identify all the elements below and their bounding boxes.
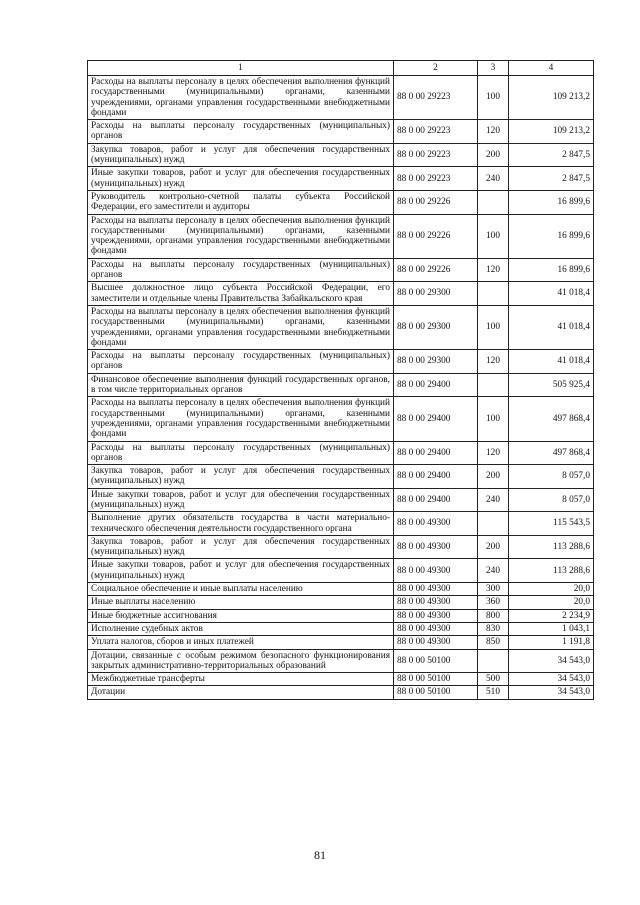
row-code-cell: 88 0 00 29400 (394, 465, 478, 489)
row-type-cell: 100 (478, 305, 509, 349)
row-code-cell: 88 0 00 29226 (394, 258, 478, 282)
row-code-cell: 88 0 00 29300 (394, 350, 478, 374)
table-row (88, 120, 594, 144)
header-row (88, 61, 594, 76)
row-amount-cell: 8 057,0 (509, 465, 594, 489)
row-type-cell: 830 (478, 622, 509, 635)
row-amount-cell: 41 018,4 (509, 305, 594, 349)
row-amount-cell: 113 288,6 (509, 559, 594, 583)
row-code-cell: 88 0 00 49300 (394, 622, 478, 635)
row-type-cell: 240 (478, 167, 509, 191)
row-name-cell: Межбюджетные трансферты (88, 673, 394, 686)
table-row (88, 609, 594, 622)
row-code-cell: 88 0 00 50100 (394, 686, 478, 699)
row-amount-cell: 34 543,0 (509, 673, 594, 686)
table-row (88, 167, 594, 191)
table-row (88, 305, 594, 349)
row-type-cell: 240 (478, 559, 509, 583)
row-amount-cell: 41 018,4 (509, 350, 594, 374)
row-type-cell (478, 649, 509, 673)
row-type-cell (478, 512, 509, 536)
row-type-cell: 100 (478, 397, 509, 441)
table-body (88, 76, 594, 700)
row-name-cell: Иные бюджетные ассигнования (88, 609, 394, 622)
row-amount-cell: 2 234,9 (509, 609, 594, 622)
row-amount-cell: 16 899,6 (509, 214, 594, 258)
row-type-cell: 800 (478, 609, 509, 622)
row-code-cell: 88 0 00 50100 (394, 649, 478, 673)
row-amount-cell: 2 847,5 (509, 167, 594, 191)
row-name-cell: Расходы на выплаты персоналу государственных (муниципальных) органов (88, 258, 394, 282)
table-row (88, 649, 594, 673)
row-type-cell: 200 (478, 465, 509, 489)
header-col-2: 2 (394, 61, 478, 76)
table-row (88, 488, 594, 512)
row-type-cell (478, 190, 509, 214)
row-type-cell (478, 282, 509, 306)
row-code-cell: 88 0 00 29400 (394, 397, 478, 441)
row-name-cell: Исполнение судебных актов (88, 622, 394, 635)
row-amount-cell: 497 868,4 (509, 397, 594, 441)
row-name-cell: Выполнение других обязательств государства в части материально-технического обеспечения деятельности государственного органа (88, 512, 394, 536)
row-name-cell: Иные закупки товаров, работ и услуг для обеспечения государственных (муниципальных) нужд (88, 488, 394, 512)
table-row (88, 190, 594, 214)
row-code-cell: 88 0 00 49300 (394, 512, 478, 536)
row-name-cell: Расходы на выплаты персоналу в целях обеспечения выполнения функций государственными (муниципальными) органами, казенными учреждениями, органами управления государственными внебюджетными фондами (88, 76, 394, 120)
table-row (88, 441, 594, 465)
row-amount-cell: 113 288,6 (509, 535, 594, 559)
row-code-cell: 88 0 00 29223 (394, 120, 478, 144)
row-code-cell: 88 0 00 49300 (394, 559, 478, 583)
row-amount-cell: 1 043,1 (509, 622, 594, 635)
row-code-cell: 88 0 00 29223 (394, 76, 478, 120)
row-type-cell: 120 (478, 120, 509, 144)
row-amount-cell: 115 543,5 (509, 512, 594, 536)
row-amount-cell: 109 213,2 (509, 120, 594, 144)
row-type-cell: 500 (478, 673, 509, 686)
table-row (88, 282, 594, 306)
row-code-cell: 88 0 00 49300 (394, 636, 478, 649)
table-row (88, 214, 594, 258)
row-amount-cell: 505 925,4 (509, 373, 594, 397)
row-type-cell: 240 (478, 488, 509, 512)
row-name-cell: Закупка товаров, работ и услуг для обеспечения государственных (муниципальных) нужд (88, 143, 394, 167)
row-code-cell: 88 0 00 29400 (394, 373, 478, 397)
row-name-cell: Иные закупки товаров, работ и услуг для обеспечения государственных (муниципальных) нужд (88, 559, 394, 583)
table-row (88, 583, 594, 596)
table-row (88, 258, 594, 282)
row-code-cell: 88 0 00 49300 (394, 583, 478, 596)
row-type-cell: 120 (478, 441, 509, 465)
row-code-cell: 88 0 00 29400 (394, 488, 478, 512)
row-type-cell: 100 (478, 214, 509, 258)
row-code-cell: 88 0 00 29223 (394, 167, 478, 191)
row-type-cell: 510 (478, 686, 509, 699)
header-col-1: 1 (88, 61, 394, 76)
row-name-cell: Закупка товаров, работ и услуг для обеспечения государственных (муниципальных) нужд (88, 535, 394, 559)
row-name-cell: Расходы на выплаты персоналу государственных (муниципальных) органов (88, 350, 394, 374)
row-amount-cell: 8 057,0 (509, 488, 594, 512)
table-row (88, 373, 594, 397)
row-type-cell: 850 (478, 636, 509, 649)
row-amount-cell: 16 899,6 (509, 258, 594, 282)
table-row (88, 397, 594, 441)
row-amount-cell: 34 543,0 (509, 649, 594, 673)
row-type-cell: 200 (478, 535, 509, 559)
table-row (88, 535, 594, 559)
row-code-cell: 88 0 00 50100 (394, 673, 478, 686)
row-code-cell: 88 0 00 49300 (394, 535, 478, 559)
row-name-cell: Дотации, связанные с особым режимом безопасного функционирования закрытых административно-территориальных образований (88, 649, 394, 673)
table-row (88, 636, 594, 649)
row-amount-cell: 34 543,0 (509, 686, 594, 699)
row-name-cell: Уплата налогов, сборов и иных платежей (88, 636, 394, 649)
table-row (88, 559, 594, 583)
row-code-cell: 88 0 00 29223 (394, 143, 478, 167)
table-row (88, 686, 594, 699)
row-code-cell: 88 0 00 29226 (394, 190, 478, 214)
row-name-cell: Расходы на выплаты персоналу в целях обеспечения выполнения функций государственными (муниципальными) органами, казенными учреждениями, органами управления государственными внебюджетными фондами (88, 305, 394, 349)
row-name-cell: Иные выплаты населению (88, 596, 394, 609)
row-code-cell: 88 0 00 29400 (394, 441, 478, 465)
row-name-cell: Закупка товаров, работ и услуг для обеспечения государственных (муниципальных) нужд (88, 465, 394, 489)
header-col-3: 3 (478, 61, 509, 76)
row-type-cell: 120 (478, 258, 509, 282)
row-name-cell: Расходы на выплаты персоналу в целях обеспечения выполнения функций государственными (муниципальными) органами, казенными учреждениями, органами управления государственными внебюджетными фондами (88, 214, 394, 258)
table-row (88, 76, 594, 120)
row-type-cell: 100 (478, 76, 509, 120)
row-code-cell: 88 0 00 29226 (394, 214, 478, 258)
row-name-cell: Расходы на выплаты персоналу государственных (муниципальных) органов (88, 441, 394, 465)
table-row (88, 143, 594, 167)
row-amount-cell: 20,0 (509, 596, 594, 609)
row-name-cell: Расходы на выплаты персоналу в целях обеспечения выполнения функций государственными (муниципальными) органами, казенными учреждениями, органами управления государственными внебюджетными фондами (88, 397, 394, 441)
row-amount-cell: 16 899,6 (509, 190, 594, 214)
row-amount-cell: 2 847,5 (509, 143, 594, 167)
row-amount-cell: 1 191,8 (509, 636, 594, 649)
row-type-cell: 300 (478, 583, 509, 596)
row-type-cell (478, 373, 509, 397)
row-name-cell: Финансовое обеспечение выполнения функций государственных органов, в том числе территориальных органов (88, 373, 394, 397)
row-name-cell: Иные закупки товаров, работ и услуг для обеспечения государственных (муниципальных) нужд (88, 167, 394, 191)
table-row (88, 512, 594, 536)
table-header (88, 61, 594, 76)
row-amount-cell: 109 213,2 (509, 76, 594, 120)
row-amount-cell: 41 018,4 (509, 282, 594, 306)
row-code-cell: 88 0 00 29300 (394, 282, 478, 306)
table-row (88, 350, 594, 374)
row-name-cell: Высшее должностное лицо субъекта Российской Федерации, его заместители и отдельные члены Правительства Забайкальского края (88, 282, 394, 306)
row-code-cell: 88 0 00 49300 (394, 609, 478, 622)
row-amount-cell: 20,0 (509, 583, 594, 596)
table-row (88, 673, 594, 686)
row-amount-cell: 497 868,4 (509, 441, 594, 465)
row-name-cell: Расходы на выплаты персоналу государственных (муниципальных) органов (88, 120, 394, 144)
row-type-cell: 360 (478, 596, 509, 609)
row-name-cell: Дотации (88, 686, 394, 699)
budget-table (87, 60, 594, 700)
row-code-cell: 88 0 00 49300 (394, 596, 478, 609)
row-type-cell: 120 (478, 350, 509, 374)
row-code-cell: 88 0 00 29300 (394, 305, 478, 349)
table-row (88, 622, 594, 635)
page-number: 81 (314, 848, 326, 862)
row-name-cell: Социальное обеспечение и иные выплаты населению (88, 583, 394, 596)
table-row (88, 596, 594, 609)
row-type-cell: 200 (478, 143, 509, 167)
row-name-cell: Руководитель контрольно-счетной палаты субъекта Российской Федерации, его заместители и аудиторы (88, 190, 394, 214)
header-col-4: 4 (509, 61, 594, 76)
table-row (88, 465, 594, 489)
